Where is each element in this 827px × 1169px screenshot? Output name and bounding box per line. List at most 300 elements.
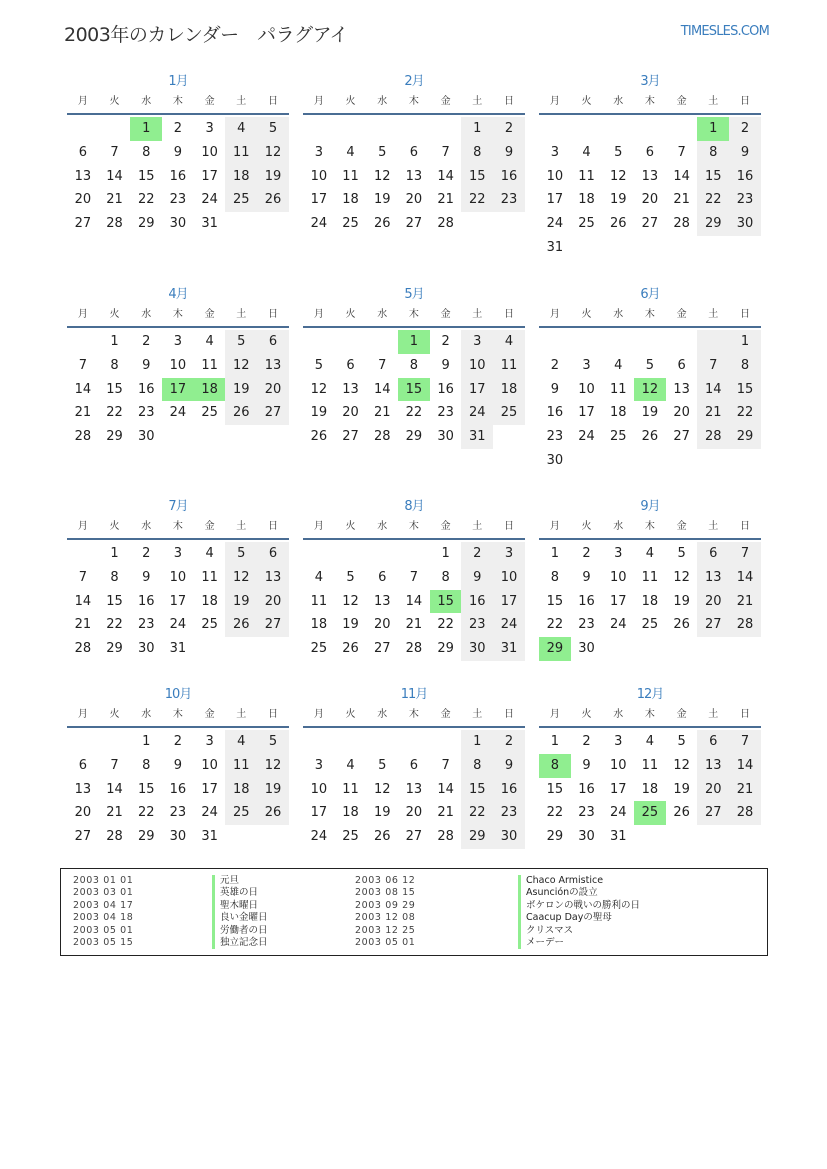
day-cell: 15 [461, 778, 493, 802]
weekday-header [67, 92, 289, 115]
weekday-label: 水 [613, 709, 624, 720]
day-cell: 9 [142, 357, 151, 373]
weekday-label: 土 [472, 521, 483, 532]
day-cell: 12 [673, 757, 690, 773]
empty-cell [67, 117, 99, 141]
day-cell: 14 [437, 168, 454, 184]
weekday-label: 火 [345, 309, 356, 320]
day-cell: 21 [437, 192, 454, 208]
day-cell: 5 [225, 330, 257, 354]
day-cell: 26 [673, 805, 690, 821]
empty-cell [303, 117, 335, 141]
day-cell: 6 [409, 757, 419, 773]
day-cell: 23 [137, 617, 155, 633]
holiday-date: 2003 05 15 [73, 936, 134, 948]
day-cell: 19 [342, 617, 359, 633]
day-cell: 13 [257, 354, 289, 378]
month-4 [67, 285, 289, 449]
month-5 [303, 285, 525, 449]
weekday-header [67, 517, 289, 540]
day-grid [303, 117, 525, 236]
day-cell: 11 [641, 569, 659, 585]
month-7 [67, 497, 289, 661]
day-cell: 23 [578, 805, 595, 821]
day-cell: 24 [201, 805, 218, 821]
weekday-label: 火 [345, 521, 356, 532]
day-cell: 19 [609, 192, 627, 208]
day-cell: 10 [546, 168, 564, 184]
weekday-header [67, 705, 289, 728]
day-grid [303, 730, 525, 849]
day-cell: 20 [405, 805, 423, 821]
day-cell: 13 [373, 593, 391, 609]
day-cell: 24 [169, 405, 187, 421]
day-cell: 8 [550, 569, 559, 585]
weekday-label: 日 [739, 96, 750, 107]
day-cell: 29 [137, 216, 155, 232]
weekday-label: 木 [644, 96, 655, 107]
day-cell: 18 [342, 192, 359, 208]
weekday-label: 水 [377, 521, 388, 532]
weekday-label: 日 [267, 309, 278, 320]
day-cell: 13 [405, 781, 423, 797]
day-cell: 13 [74, 168, 92, 184]
empty-cell [539, 330, 571, 354]
holiday-day-cell: 15 [430, 590, 462, 614]
day-cell: 24 [201, 192, 218, 208]
holiday-name: 英雄の日 [212, 887, 268, 899]
holiday-name: 労働者の日 [212, 925, 268, 937]
day-cell: 27 [641, 216, 659, 232]
day-cell: 7 [409, 569, 419, 585]
day-cell: 18 [310, 617, 328, 633]
month-name: 11月 [400, 687, 428, 702]
day-cell: 27 [673, 429, 690, 445]
day-cell: 28 [673, 216, 690, 232]
day-cell: 6 [409, 144, 419, 160]
day-cell: 22 [106, 405, 123, 421]
day-cell: 7 [110, 757, 119, 773]
day-cell: 10 [461, 354, 493, 378]
weekday-header [539, 92, 761, 115]
day-cell: 20 [641, 192, 659, 208]
day-cell: 28 [106, 829, 123, 845]
day-cell: 12 [257, 141, 289, 165]
empty-cell [666, 117, 698, 141]
day-cell: 9 [173, 144, 183, 160]
weekday-label: 土 [236, 521, 247, 532]
day-cell: 16 [461, 590, 493, 614]
day-cell: 1 [461, 117, 493, 141]
day-cell: 16 [169, 781, 187, 797]
day-cell: 22 [437, 617, 454, 633]
month-name: 9月 [640, 499, 660, 514]
day-cell: 29 [405, 429, 423, 445]
empty-cell [602, 117, 634, 141]
day-grid [67, 730, 289, 849]
day-cell: 4 [645, 734, 655, 749]
day-cell: 1 [142, 734, 151, 749]
weekday-label: 日 [503, 709, 514, 720]
holiday-date: 2003 06 12 [355, 875, 416, 886]
holiday-date: 2003 05 01 [355, 936, 416, 948]
day-cell: 6 [257, 542, 289, 566]
day-cell: 9 [493, 141, 525, 165]
holiday-dates-left [73, 875, 133, 949]
day-cell: 20 [342, 405, 359, 421]
day-cell: 7 [441, 144, 450, 160]
day-cell: 3 [614, 734, 623, 749]
month-name: 4月 [168, 287, 188, 302]
day-cell: 23 [578, 617, 595, 633]
day-cell: 31 [201, 216, 218, 232]
day-cell: 10 [169, 357, 187, 373]
day-cell: 22 [546, 617, 564, 633]
day-cell: 13 [641, 168, 659, 184]
day-cell: 26 [641, 429, 659, 445]
day-cell: 17 [201, 168, 218, 184]
weekday-label: 土 [472, 709, 483, 720]
day-cell: 16 [546, 405, 564, 421]
day-cell: 17 [310, 192, 328, 208]
weekday-label: 水 [613, 521, 624, 532]
month-name: 1月 [168, 74, 188, 89]
weekday-label: 日 [503, 96, 514, 107]
day-cell: 1 [441, 546, 450, 561]
day-cell: 1 [461, 730, 493, 754]
day-cell: 15 [106, 593, 123, 609]
day-cell: 29 [697, 212, 729, 236]
day-cell: 5 [314, 357, 323, 373]
day-cell: 14 [673, 168, 690, 184]
day-cell: 11 [342, 781, 359, 797]
day-cell: 1 [550, 546, 559, 561]
weekday-label: 日 [739, 309, 750, 320]
day-cell: 26 [373, 829, 391, 845]
weekday-label: 月 [313, 709, 324, 720]
day-cell: 24 [310, 829, 328, 845]
weekday-label: 火 [109, 309, 120, 320]
holiday-name: 良い金曜日 [212, 912, 268, 924]
day-grid [539, 330, 761, 473]
weekday-label: 火 [109, 709, 120, 720]
day-cell: 30 [169, 829, 187, 845]
day-cell: 9 [441, 357, 450, 373]
holiday-day-cell: 18 [194, 378, 226, 402]
weekday-label: 金 [676, 309, 687, 320]
weekday-label: 土 [236, 709, 247, 720]
holiday-day-cell: 15 [398, 378, 430, 402]
day-cell: 22 [137, 192, 155, 208]
weekday-label: 火 [581, 709, 592, 720]
month-name: 6月 [640, 287, 660, 302]
day-cell: 18 [578, 192, 595, 208]
month-2 [303, 72, 525, 236]
holiday-names-right [518, 875, 640, 949]
day-cell: 13 [342, 381, 359, 397]
day-cell: 6 [645, 144, 655, 160]
site-logo[interactable]: TIMESLES.COM [680, 24, 769, 39]
day-cell: 13 [673, 381, 690, 397]
day-cell: 7 [78, 357, 87, 373]
month-1 [67, 72, 289, 236]
weekday-label: 水 [377, 309, 388, 320]
holiday-date: 2003 08 15 [355, 887, 416, 899]
day-cell: 31 [169, 641, 187, 657]
weekday-label: 土 [708, 709, 719, 720]
day-cell: 26 [225, 401, 257, 425]
day-cell: 20 [74, 192, 92, 208]
day-cell: 7 [110, 144, 119, 160]
day-cell: 30 [137, 641, 155, 657]
day-cell: 17 [609, 593, 627, 609]
day-cell: 24 [578, 429, 595, 445]
empty-cell [366, 542, 398, 566]
holiday-day-cell: 1 [130, 117, 162, 141]
day-cell: 23 [169, 805, 187, 821]
holiday-date: 2003 12 25 [355, 924, 416, 936]
day-cell: 5 [614, 144, 623, 160]
weekday-label: 水 [613, 309, 624, 320]
day-cell: 25 [310, 641, 328, 657]
day-cell: 14 [405, 593, 423, 609]
day-cell: 10 [609, 569, 627, 585]
weekday-header [539, 517, 761, 540]
holiday-name: Asunciónの設立 [518, 887, 640, 899]
day-cell: 22 [461, 188, 493, 212]
day-cell: 28 [437, 829, 454, 845]
day-cell: 26 [225, 613, 257, 637]
weekday-label: 水 [141, 521, 152, 532]
day-cell: 27 [405, 829, 423, 845]
day-cell: 29 [106, 429, 123, 445]
day-cell: 28 [74, 429, 92, 445]
holiday-day-cell: 1 [398, 330, 430, 354]
holiday-day-cell: 25 [634, 801, 666, 825]
day-cell: 8 [110, 569, 119, 585]
empty-cell [634, 117, 666, 141]
day-cell: 15 [137, 781, 155, 797]
day-cell: 19 [673, 781, 690, 797]
day-cell: 28 [437, 216, 454, 232]
empty-cell [398, 542, 430, 566]
day-cell: 21 [106, 805, 123, 821]
day-cell: 25 [609, 429, 627, 445]
day-cell: 26 [257, 801, 289, 825]
day-cell: 6 [378, 569, 387, 585]
weekday-label: 月 [549, 709, 560, 720]
day-cell: 8 [441, 569, 450, 585]
day-cell: 27 [697, 801, 729, 825]
weekday-label: 月 [313, 309, 324, 320]
weekday-label: 木 [644, 521, 655, 532]
day-cell: 26 [310, 429, 328, 445]
weekday-label: 月 [313, 521, 324, 532]
weekday-header [303, 517, 525, 540]
day-cell: 24 [169, 617, 187, 633]
empty-cell [303, 542, 335, 566]
day-cell: 16 [729, 165, 761, 189]
holiday-list [60, 868, 768, 956]
day-cell: 28 [405, 641, 423, 657]
month-3 [539, 72, 761, 260]
month-name: 12月 [636, 687, 664, 702]
page-title: 2003年のカレンダー パラグアイ [64, 24, 348, 46]
day-cell: 2 [493, 730, 525, 754]
day-cell: 23 [137, 405, 155, 421]
day-cell: 28 [729, 613, 761, 637]
day-cell: 2 [142, 546, 151, 561]
day-cell: 12 [342, 593, 359, 609]
day-cell: 12 [673, 569, 690, 585]
day-cell: 2 [729, 117, 761, 141]
day-cell: 8 [110, 357, 119, 373]
holiday-name: ボケロンの戦いの勝利の日 [518, 900, 640, 912]
day-cell: 7 [378, 357, 387, 373]
day-cell: 20 [405, 192, 423, 208]
day-cell: 15 [697, 165, 729, 189]
day-cell: 18 [342, 805, 359, 821]
empty-cell [430, 117, 462, 141]
weekday-label: 火 [345, 709, 356, 720]
day-cell: 26 [342, 641, 359, 657]
weekday-label: 月 [549, 521, 560, 532]
month-name: 10月 [164, 687, 192, 702]
day-cell: 29 [461, 825, 493, 849]
day-cell: 11 [201, 357, 218, 373]
weekday-label: 火 [109, 96, 120, 107]
day-cell: 17 [201, 781, 218, 797]
day-cell: 13 [74, 781, 92, 797]
empty-cell [666, 330, 698, 354]
day-cell: 11 [578, 168, 595, 184]
day-cell: 22 [729, 401, 761, 425]
day-cell: 31 [609, 829, 627, 845]
day-cell: 23 [546, 429, 564, 445]
day-cell: 12 [225, 354, 257, 378]
empty-cell [303, 330, 335, 354]
day-cell: 31 [546, 239, 564, 255]
day-cell: 3 [314, 757, 323, 773]
day-grid [67, 542, 289, 661]
day-cell: 19 [257, 165, 289, 189]
weekday-label: 土 [236, 96, 247, 107]
empty-cell [335, 730, 367, 754]
day-cell: 2 [461, 542, 493, 566]
day-cell: 16 [578, 781, 595, 797]
day-cell: 12 [310, 381, 328, 397]
day-cell: 8 [142, 144, 151, 160]
day-cell: 4 [645, 546, 655, 561]
day-cell: 12 [373, 168, 391, 184]
day-cell: 18 [493, 378, 525, 402]
day-cell: 21 [729, 590, 761, 614]
day-cell: 18 [225, 778, 257, 802]
day-cell: 1 [110, 334, 119, 349]
day-cell: 18 [641, 781, 659, 797]
day-cell: 20 [257, 378, 289, 402]
day-cell: 30 [437, 429, 454, 445]
day-cell: 30 [169, 216, 187, 232]
day-cell: 30 [546, 452, 564, 468]
day-cell: 19 [373, 805, 391, 821]
day-cell: 27 [257, 613, 289, 637]
day-cell: 9 [582, 757, 591, 773]
day-cell: 8 [729, 354, 761, 378]
day-cell: 3 [205, 121, 214, 136]
day-cell: 9 [582, 569, 591, 585]
weekday-label: 日 [503, 521, 514, 532]
month-name: 8月 [404, 499, 424, 514]
day-cell: 30 [578, 641, 595, 657]
day-cell: 17 [578, 405, 595, 421]
day-cell: 16 [493, 778, 525, 802]
weekday-label: 日 [267, 709, 278, 720]
weekday-label: 木 [644, 709, 655, 720]
day-cell: 13 [257, 566, 289, 590]
day-cell: 5 [346, 569, 355, 585]
day-cell: 15 [546, 593, 564, 609]
day-cell: 5 [677, 546, 686, 561]
weekday-label: 水 [141, 309, 152, 320]
weekday-label: 月 [77, 709, 88, 720]
day-cell: 24 [493, 613, 525, 637]
day-cell: 2 [173, 121, 183, 136]
weekday-label: 金 [676, 521, 687, 532]
day-cell: 14 [106, 168, 123, 184]
day-cell: 27 [342, 429, 359, 445]
day-cell: 4 [225, 117, 257, 141]
day-cell: 18 [609, 405, 627, 421]
day-cell: 14 [697, 378, 729, 402]
empty-cell [99, 730, 131, 754]
day-cell: 15 [546, 781, 564, 797]
day-cell: 5 [378, 144, 387, 160]
empty-cell [697, 330, 729, 354]
weekday-label: 日 [267, 521, 278, 532]
holiday-names-left [212, 875, 268, 949]
day-cell: 6 [697, 730, 729, 754]
day-cell: 3 [614, 546, 623, 561]
day-cell: 31 [201, 829, 218, 845]
weekday-label: 月 [77, 96, 88, 107]
day-cell: 7 [729, 730, 761, 754]
holiday-name: Caacup Dayの聖母 [518, 912, 640, 924]
day-cell: 13 [405, 168, 423, 184]
day-cell: 3 [173, 546, 183, 561]
day-cell: 12 [609, 168, 627, 184]
day-cell: 25 [225, 801, 257, 825]
weekday-label: 日 [739, 521, 750, 532]
day-grid [67, 117, 289, 236]
day-cell: 24 [609, 805, 627, 821]
month-12 [539, 685, 761, 849]
day-cell: 11 [342, 168, 359, 184]
day-cell: 19 [673, 593, 690, 609]
month-8 [303, 497, 525, 661]
day-cell: 4 [346, 144, 355, 160]
day-cell: 23 [729, 188, 761, 212]
day-cell: 19 [225, 590, 257, 614]
day-cell: 11 [201, 569, 218, 585]
weekday-label: 月 [549, 309, 560, 320]
weekday-label: 金 [676, 96, 687, 107]
holiday-name: 元旦 [212, 875, 268, 887]
weekday-label: 金 [440, 96, 451, 107]
month-10 [67, 685, 289, 849]
day-cell: 21 [697, 401, 729, 425]
empty-cell [366, 330, 398, 354]
